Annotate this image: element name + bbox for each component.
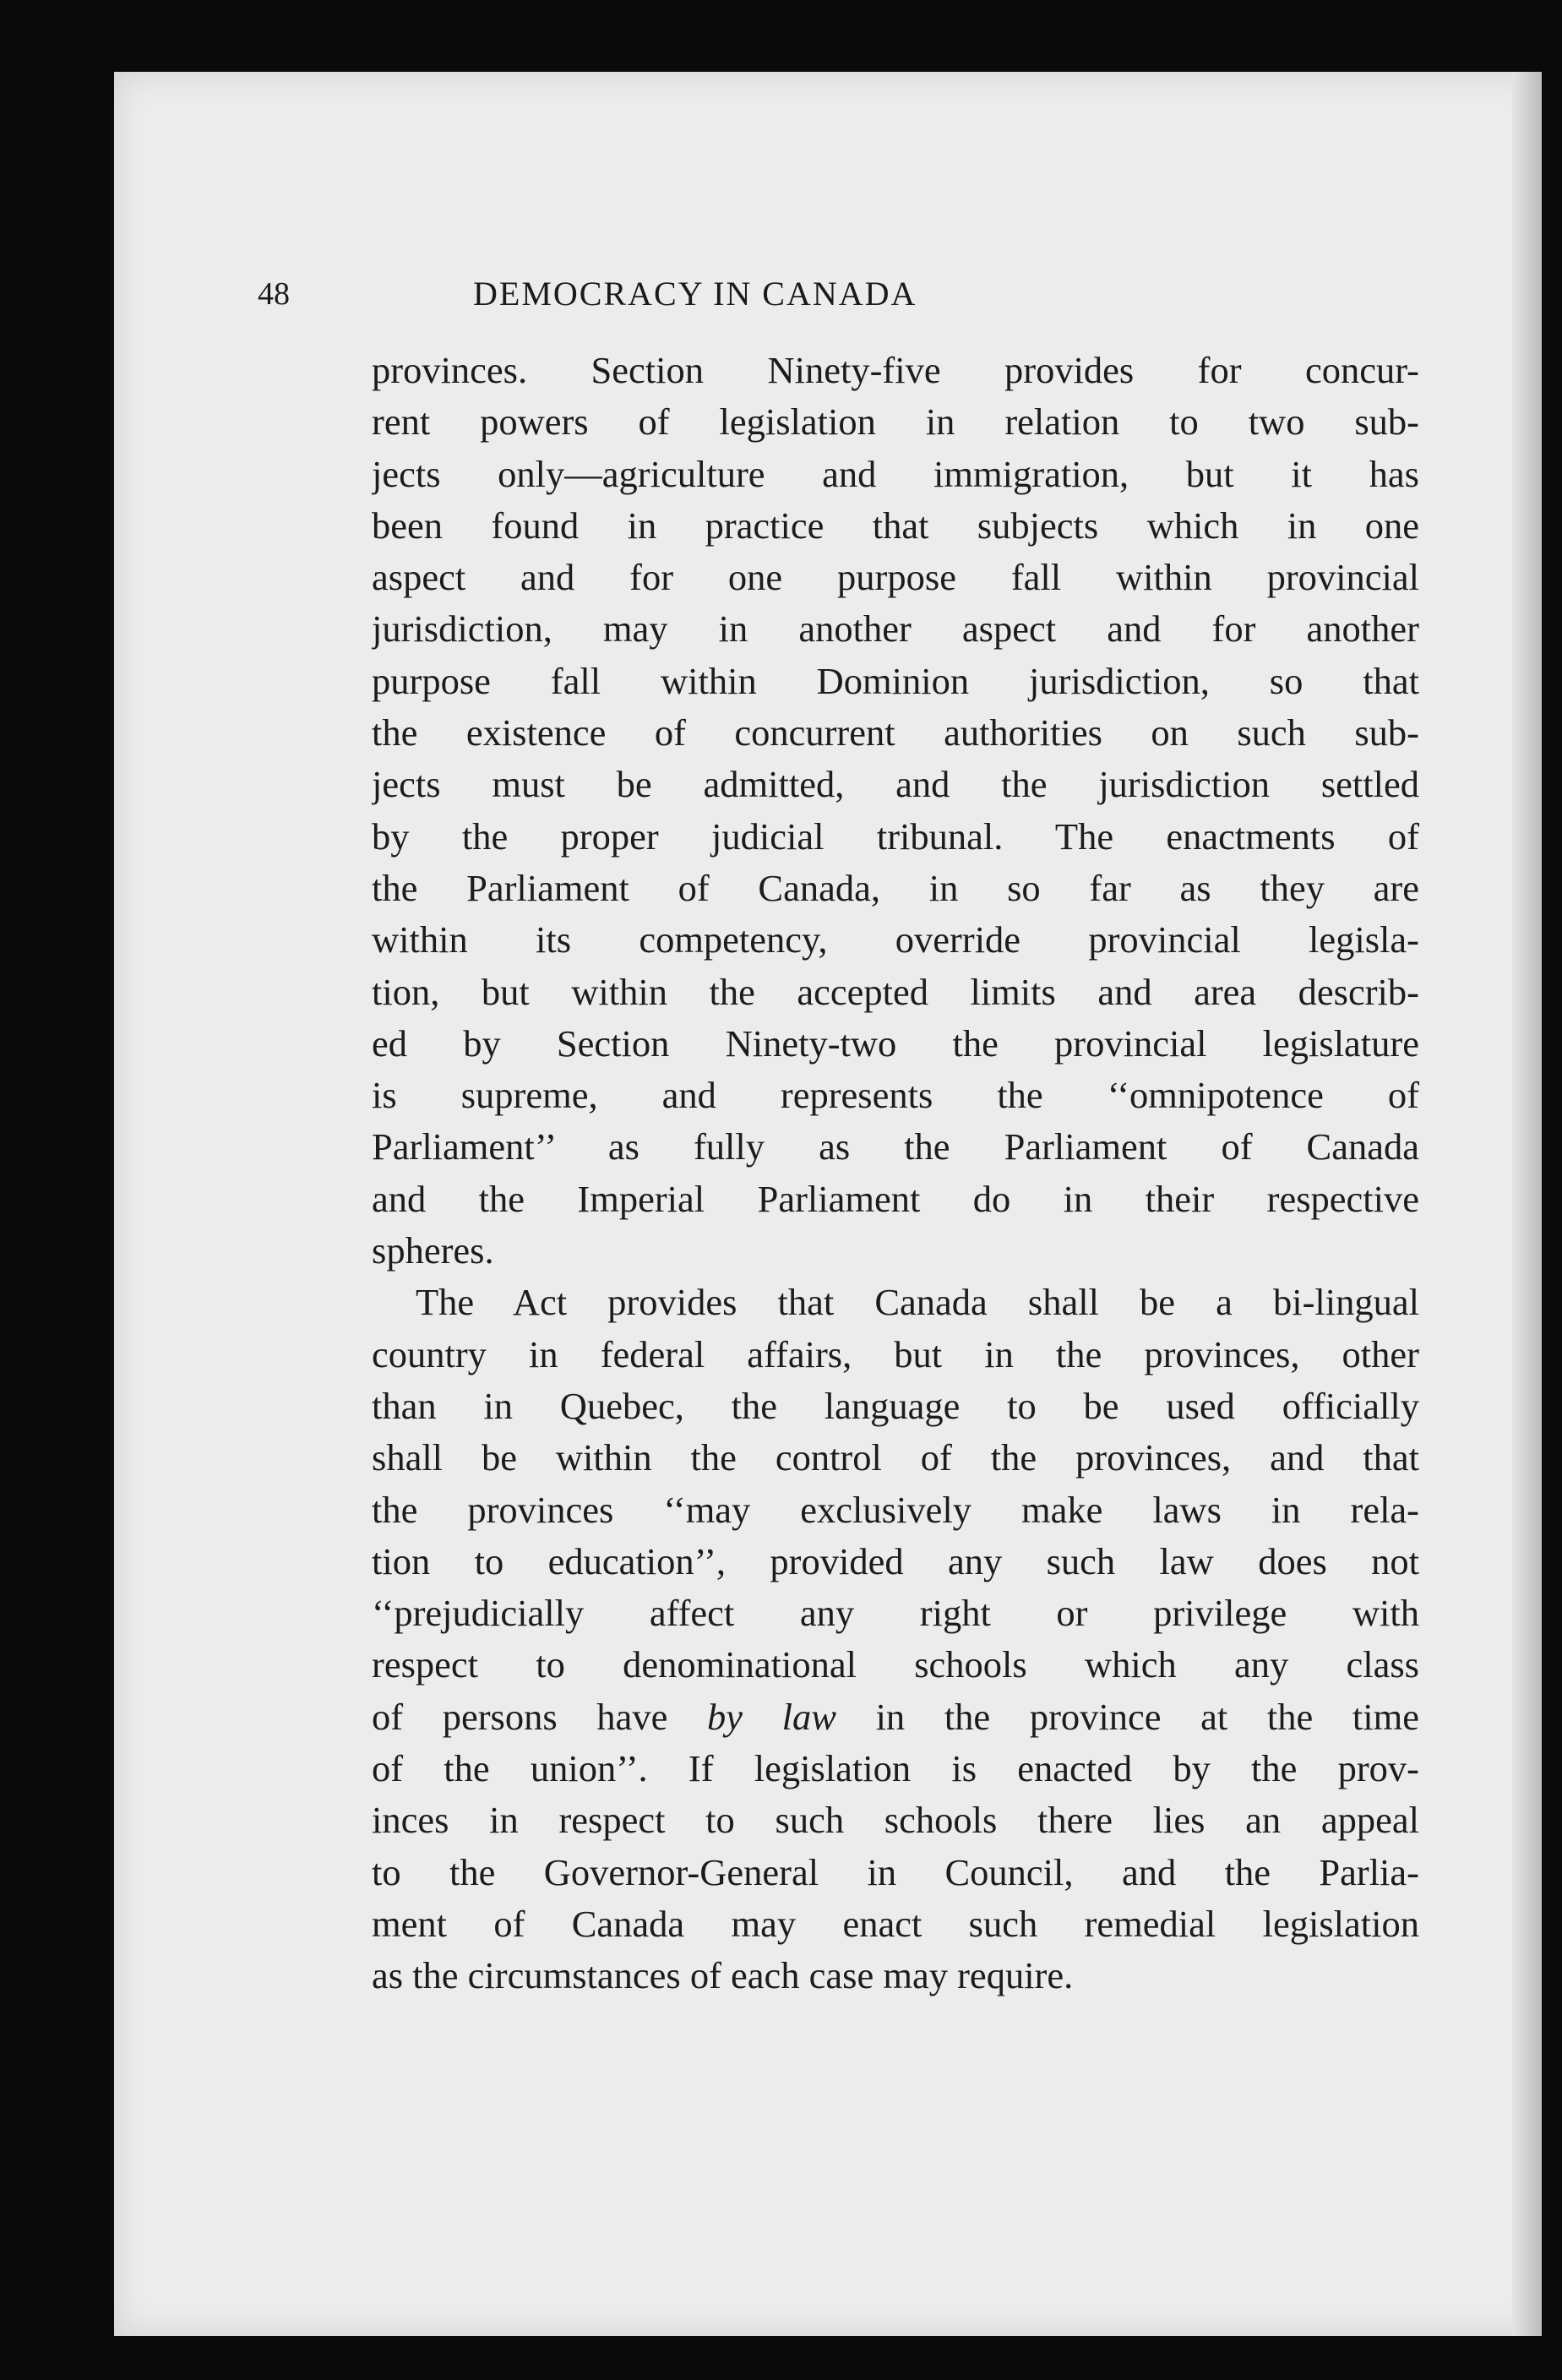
text-line: aspect and for one purpose fall within provincial	[372, 556, 1419, 599]
text-line: to the Governor-General in Council, and the Parlia-	[372, 1850, 1419, 1893]
running-head	[258, 269, 1166, 319]
text-line: the Parliament of Canada, in so far as they are	[372, 866, 1419, 909]
text-line: rent powers of legislation in relation to two sub-	[372, 400, 1419, 444]
text-line: than in Quebec, the language to be used officially	[372, 1384, 1419, 1427]
text-line: spheres.	[372, 1229, 494, 1272]
text-line: been found in practice that subjects which in one	[372, 504, 1419, 547]
text-line: Parliament’’ as fully as the Parliament of Canada	[372, 1125, 1419, 1168]
text-line: the existence of concurrent authorities on such sub-	[372, 711, 1419, 754]
text-line: and the Imperial Parliament do in their respective	[372, 1177, 1419, 1220]
page-edge	[1512, 72, 1542, 2336]
text-line: inces in respect to such schools there lies an appeal	[372, 1799, 1419, 1842]
text-line: jurisdiction, may in another aspect and for another	[372, 607, 1419, 651]
text-line-with-italic	[372, 1691, 1419, 1743]
paragraph-2	[372, 1277, 1419, 2001]
text-line: The Act provides that Canada shall be a bi-lingual	[416, 1281, 1419, 1324]
text-line: the provinces ‘‘may exclusively make laws in rela-	[372, 1488, 1419, 1531]
text-line: by the proper judicial tribunal. The enactments of	[372, 814, 1419, 858]
running-title: DEMOCRACY IN CANADA	[473, 275, 917, 313]
text-line: ‘‘prejudicially affect any right or privilege with	[372, 1592, 1419, 1635]
text-line: country in federal affairs, but in the provinces, other	[372, 1332, 1419, 1375]
text-line: as the circumstances of each case may require.	[372, 1954, 1074, 1997]
text-run: of persons have	[372, 1695, 707, 1738]
text-line: provinces. Section Ninety-five provides for concur-	[372, 349, 1419, 391]
text-line: tion to education’’, provided any such law does not	[372, 1539, 1419, 1582]
text-line: shall be within the control of the provinces, and that	[372, 1436, 1419, 1479]
italic-text-run: by law	[706, 1695, 836, 1738]
page-number: 48	[258, 276, 290, 312]
text-line: ed by Section Ninety-two the provincial legislature	[372, 1021, 1419, 1065]
text-line: within its competency, override provincial legisla-	[372, 918, 1419, 961]
body-text	[372, 345, 1419, 2002]
text-line: jects must be admitted, and the jurisdiction settled	[372, 763, 1419, 806]
text-line: tion, but within the accepted limits and area describ-	[372, 970, 1419, 1013]
text-line: jects only—agriculture and immigration, but it has	[372, 452, 1419, 495]
text-line: ment of Canada may enact such remedial legislation	[372, 1902, 1419, 1945]
text-line: respect to denominational schools which any class	[372, 1643, 1419, 1686]
text-run: in the province at the time	[835, 1695, 1419, 1738]
text-line: of the union’’. If legislation is enacted by the prov-	[372, 1747, 1419, 1790]
text-line: purpose fall within Dominion jurisdiction, so that	[372, 659, 1419, 702]
text-line: is supreme, and represents the ‘‘omnipotence of	[372, 1074, 1419, 1117]
paragraph-1	[372, 345, 1419, 1277]
